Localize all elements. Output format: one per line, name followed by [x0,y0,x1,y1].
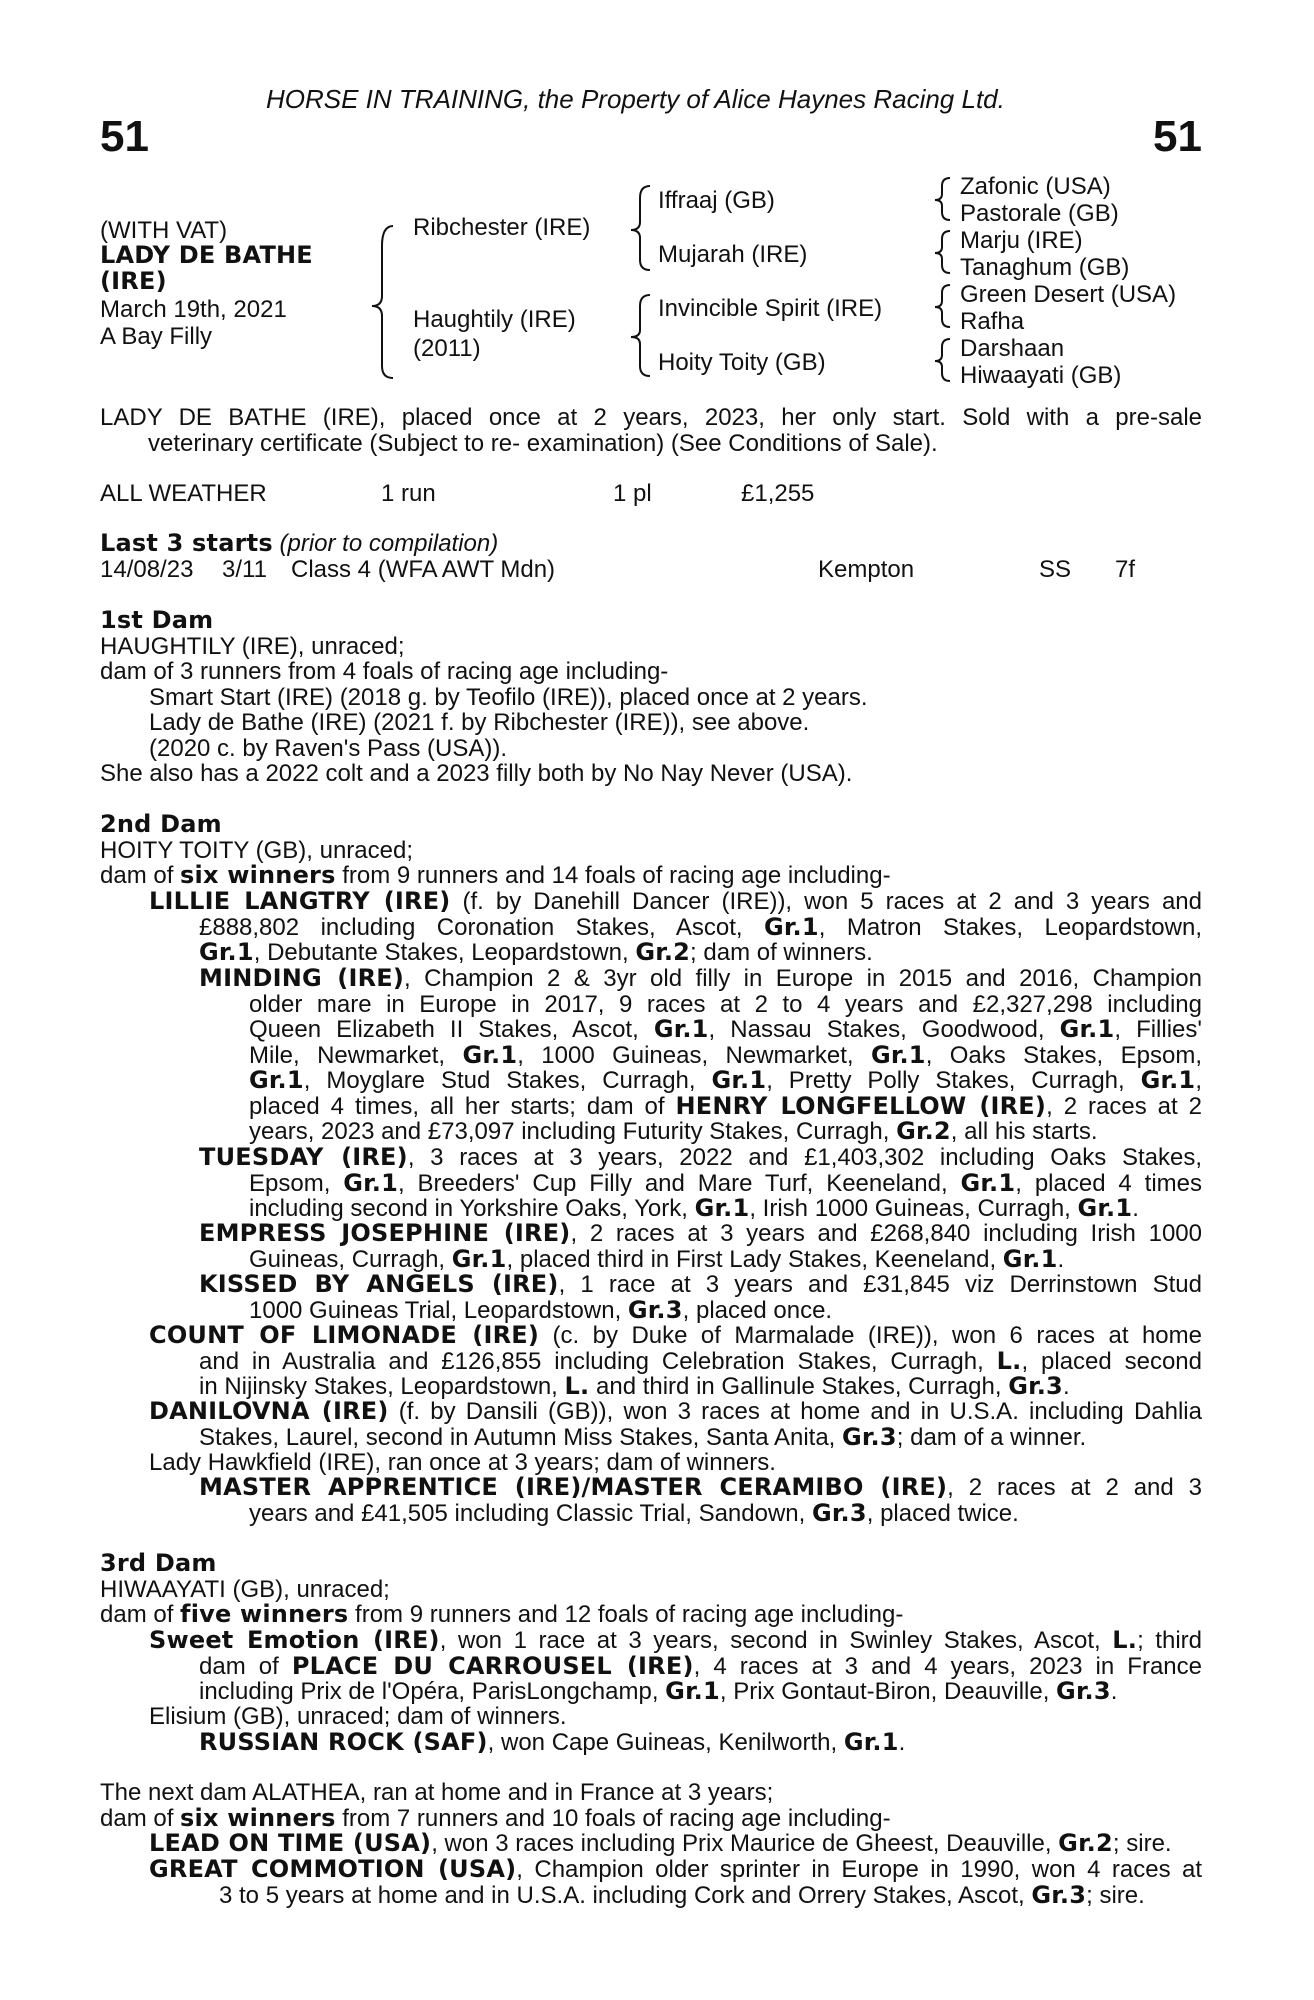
entry-master-apprentice [199,1475,1202,1526]
text: , Champion 2 & 3yr old filly in Europe in 2015 and 2016, Champion [404,965,1203,992]
grade: Gr.1 [462,1040,518,1069]
entry-line [149,1679,1202,1705]
text: , won Cape Guineas, Kenilworth, [487,1729,844,1756]
ancestor-6: Rafha [960,308,1025,335]
page-header: HORSE IN TRAINING, the Property of Alice Haynes Racing Ltd. [266,84,1005,114]
text: , placed once. [682,1296,833,1324]
first-dam-produce-2: Lady de Bathe (IRE) (2021 f. by Ribchester (IRE)), see above. [149,709,810,736]
text: , 4 races at 3 and 4 years, 2023 in France [693,1652,1202,1680]
start-position: 3/11 [222,556,267,583]
next-dam-line-1: The next dam ALATHEA, ran at home and in France at 3 years; [100,1779,774,1806]
entry-line: older mare in Europe in 2017, 9 races at 2 to 4 years and £2,327,298 including [249,990,1202,1018]
text: Mile, Newmarket, [249,1041,463,1069]
first-dam-line-2: dam of 3 runners from 4 foals of racing age including- [100,658,669,685]
horse-name: COUNT OF LIMONADE (IRE) [149,1321,540,1349]
grade: Gr.3 [1056,1677,1111,1705]
text: , won 1 race at 3 years, second in Swinley Stakes, Ascot, [439,1627,1113,1654]
grade: L. [564,1372,590,1400]
entry-kissed-by-angels [199,1272,1202,1323]
third-dam-heading: 3rd Dam [100,1549,217,1577]
horse-name: LADY DE BATHE [100,241,313,269]
summary-line-1: LADY DE BATHE (IRE), placed once at 2 years, 2023, her only start. Sold with a pre-sale [100,404,1202,431]
grade: Gr.1 [653,1015,709,1043]
text: dam of [100,862,181,889]
text: £888,802 including Coronation Stakes, Ascot, [199,913,764,941]
second-dam: Hoity Toity (GB) [658,349,826,376]
entry-line [149,1628,1202,1654]
entry-line [149,1374,1202,1400]
summary-line-2: veterinary certificate (Subject to re- examination) (See Conditions of Sale). [148,429,938,457]
text: from 9 runners and 14 foals of racing age including- [335,862,891,889]
text: , 1 race at 3 years and £31,845 viz Derrinstown Stud [558,1271,1202,1298]
entry-line [149,1422,1202,1451]
grade: Gr.1 [199,938,254,966]
text: , won 3 races including Prix Maurice de Gheest, Deauville, [431,1830,1059,1857]
start-race: Class 4 (WFA AWT Mdn) [291,556,556,583]
ancestor-2: Pastorale (GB) [960,200,1119,227]
text: ; sire. [1086,1881,1145,1909]
grade: Gr.1 [451,1244,507,1273]
first-dam-heading: 1st Dam [100,606,214,634]
entry-line [199,1272,1202,1298]
ancestor-7: Darshaan [960,335,1065,362]
grade: L. [996,1346,1022,1375]
entry-line [199,1196,1202,1222]
text: , Matron Stakes, Leopardstown, [818,913,1202,941]
entry-line [199,1145,1202,1171]
horse-name: KISSED BY ANGELS (IRE) [199,1270,559,1298]
entry-line [149,1857,1202,1883]
entry-line [149,940,1202,966]
grade: Gr.1 [665,1677,720,1705]
entry-line [149,1399,1202,1425]
text: 1000 Guineas Trial, Leopardstown, [249,1296,628,1324]
grade: Gr.1 [843,1728,899,1756]
entry-sweet-emotion [149,1628,1202,1705]
text: , all his starts. [950,1118,1098,1145]
entry-line [199,1091,1202,1120]
horse-description: A Bay Filly [100,323,213,350]
text: (f. by Danehill Dancer (IRE)), won 5 races at 2 and 3 years and [450,888,1203,915]
grade: Gr.3 [627,1295,683,1324]
record-earnings: £1,255 [741,480,815,507]
grade: Gr.1 [764,912,819,941]
text: , Nassau Stakes, Goodwood, [708,1016,1060,1043]
grade: Gr.1 [343,1168,398,1197]
grade: Gr.1 [1002,1244,1058,1273]
text: years, 2023 and £73,097 including Futurity Stakes, Curragh, [249,1118,897,1145]
record-surface: ALL WEATHER [100,480,267,507]
entry-line [199,1475,1202,1501]
entry-line [199,1040,1202,1069]
text: . [1062,1373,1070,1400]
entry-russian-rock [199,1730,905,1756]
text: ; third [1137,1627,1202,1654]
text: , [1195,1067,1202,1094]
entry-lillie-langtry [149,889,1202,966]
start-date: 14/08/23 [100,556,194,583]
text: , Pretty Polly Stakes, Curragh, [766,1067,1141,1094]
last-starts-note: (prior to compilation) [279,530,499,557]
record-runs: 1 run [381,480,436,507]
grade: Gr.2 [896,1117,951,1145]
text: . [1132,1195,1139,1222]
text: , Fillies' [1114,1016,1202,1043]
entry-empress-josephine [199,1221,1202,1272]
entry-line [199,1244,1202,1273]
first-dam-line-1: HAUGHTILY (IRE), unraced; [100,633,405,660]
entry-tuesday [199,1145,1202,1222]
horse-name: DANILOVNA (IRE) [149,1397,389,1425]
text: , 1000 Guineas, Newmarket, [517,1041,871,1069]
text: Guineas, Curragh, [249,1245,452,1273]
text: dam of [100,1601,181,1628]
grade: Gr.3 [1008,1372,1063,1400]
text: dam of [100,1805,181,1832]
text: from 7 runners and 10 foals of racing age including- [335,1805,891,1832]
text: , Oaks Stakes, Epsom, [925,1041,1202,1069]
start-distance: 7f [1115,556,1136,583]
entry-line [199,1168,1202,1197]
winners-count: six winners [180,1804,336,1832]
second-dam-line-2 [100,863,891,889]
record-placings: 1 pl [613,480,652,507]
sire-name: Ribchester (IRE) [413,214,591,241]
text: , placed 4 times [1015,1169,1202,1197]
next-dam-line-2 [100,1806,891,1832]
text: . [1110,1678,1118,1705]
lot-number-left: 51 [100,112,149,161]
vat-label: (WITH VAT) [100,217,228,244]
entry-lady-hawkfield: Lady Hawkfield (IRE), ran once at 3 years; dam of winners. [149,1449,776,1476]
first-dam-line-6: She also has a 2022 colt and a 2023 filly both by No Nay Never (USA). [100,760,853,787]
text: . [1057,1245,1065,1273]
text: , Irish 1000 Guineas, Curragh, [749,1195,1078,1222]
text: in Nijinsky Stakes, Leopardstown, [199,1373,565,1400]
text: and third in Gallinule Stakes, Curragh, [589,1373,1009,1400]
winners-count: six winners [180,861,336,889]
grade: Gr.3 [1031,1880,1087,1909]
horse-name: LEAD ON TIME (USA) [149,1829,432,1857]
ancestor-3: Marju (IRE) [960,227,1083,254]
text: Stakes, Laurel, second in Autumn Miss Stakes, Santa Anita, [199,1423,843,1451]
entry-great-commotion [149,1857,1202,1908]
horse-name: Sweet Emotion (IRE) [149,1626,440,1654]
horse-name: PLACE DU CARROUSEL (IRE) [291,1651,694,1680]
entry-lead-on-time [149,1831,1172,1857]
text: dam of [199,1652,292,1680]
entry-line [149,1651,1202,1680]
text: including second in Yorkshire Oaks, York, [249,1195,695,1222]
text: , placed third in First Lady Stakes, Keeneland, [506,1245,1003,1273]
entry-line [199,966,1202,992]
horse-name: HENRY LONGFELLOW (IRE) [675,1091,1047,1120]
horse-name: MASTER APPRENTICE (IRE)/MASTER CERAMIBO (IRE) [199,1473,948,1501]
third-dam-line-1: HIWAAYATI (GB), unraced; [100,1576,390,1603]
text: , 2 races at 3 years and £268,840 including Irish 1000 [570,1220,1202,1247]
grade: Gr.1 [1059,1015,1115,1043]
grade: Gr.2 [635,938,691,966]
text: , Breeders' Cup Filly and Mare Turf, Keeneland, [397,1169,961,1197]
text: from 9 runners and 12 foals of racing age including- [348,1601,904,1628]
start-course: Kempton [818,556,915,583]
text: , 3 races at 3 years, 2022 and £1,403,302 including Oaks Stakes, [407,1144,1202,1171]
text: ; sire. [1112,1830,1172,1857]
text: , placed twice. [866,1499,1019,1527]
dam-sire: Invincible Spirit (IRE) [658,295,883,322]
entry-line [199,1498,1202,1527]
dam-name: Haughtily (IRE) [413,306,576,333]
grade: Gr.2 [1058,1829,1113,1857]
ancestor-8: Hiwaayati (GB) [960,362,1122,389]
start-going: SS [1039,556,1072,583]
grade: L. [1112,1626,1138,1654]
grade: Gr.1 [960,1168,1016,1197]
foaling-date: March 19th, 2021 [100,296,287,323]
entry-line [149,889,1202,915]
text: 3 to 5 years at home and in U.S.A. including Cork and Orrery Stakes, Ascot, [219,1881,1032,1909]
text: (f. by Dansili (GB)), won 3 races at home and in U.S.A. including Dahlia [388,1398,1202,1425]
text: Queen Elizabeth II Stakes, Ascot, [249,1016,654,1043]
dam-year: (2011) [413,335,481,362]
ancestor-4: Tanaghum (GB) [960,254,1130,281]
text: including Prix de l'Opéra, ParisLongchamp, [199,1678,666,1705]
entry-line [149,1880,1202,1909]
horse-name: MINDING (IRE) [199,964,405,992]
entry-line [199,1068,1202,1094]
text: . [898,1729,906,1756]
grandsire: Iffraaj (GB) [658,187,775,214]
text: (c. by Duke of Marmalade (IRE)), won 6 races at home [539,1322,1202,1349]
ancestor-5: Green Desert (USA) [960,281,1177,308]
text: Epsom, [249,1169,344,1197]
grade: Gr.1 [870,1040,926,1069]
horse-name: TUESDAY (IRE) [199,1143,408,1171]
last-starts-title: Last 3 starts [100,529,273,557]
text: years and £41,505 including Classic Trial, Sandown, [249,1499,812,1527]
grade: Gr.3 [842,1422,897,1451]
entry-line [199,1017,1202,1043]
text: ; dam of winners. [690,939,873,966]
first-dam-produce-1: Smart Start (IRE) (2018 g. by Teofilo (IRE)), placed once at 2 years. [149,684,868,711]
text: , Prix Gontaut-Biron, Deauville, [719,1678,1057,1705]
horse-name: EMPRESS JOSEPHINE (IRE) [199,1219,571,1247]
last-starts-heading [100,531,498,557]
text: placed 4 times, all her starts; dam of [249,1092,676,1120]
winners-count: five winners [180,1600,349,1628]
text: , Champion older sprinter in Europe in 1990, won 4 races at [516,1856,1203,1883]
ancestor-1: Zafonic (USA) [960,173,1111,200]
entry-line [149,1323,1202,1349]
grade: Gr.1 [249,1066,304,1094]
grade: Gr.1 [711,1066,767,1094]
horse-name: RUSSIAN ROCK (SAF) [199,1728,488,1756]
text: , Debutante Stakes, Leopardstown, [253,939,636,966]
lot-number-right: 51 [1153,112,1202,161]
grade: Gr.1 [694,1194,750,1222]
entry-count-of-limonade [149,1323,1202,1400]
horse-name: GREAT COMMOTION (USA) [149,1855,517,1883]
entry-elisium: Elisium (GB), unraced; dam of winners. [149,1703,567,1730]
text: , 2 races at 2 and 3 [947,1474,1202,1501]
grade: Gr.1 [1077,1194,1133,1222]
grade: Gr.3 [812,1498,867,1527]
horse-name: LILLIE LANGTRY (IRE) [149,887,451,915]
text: ; dam of a winner. [896,1423,1087,1451]
grade: Gr.1 [1140,1066,1196,1094]
entry-danilovna [149,1399,1202,1450]
horse-summary [100,405,1202,456]
first-dam-produce-3: (2020 c. by Raven's Pass (USA)). [149,735,508,762]
entry-minding [199,966,1202,1145]
text: and in Australia and £126,855 including Celebration Stakes, Curragh, [199,1347,997,1375]
text: , placed second [1021,1347,1202,1375]
horse-name-country: (IRE) [100,267,167,295]
entry-line [199,1295,1202,1324]
grand-dam-sire-side: Mujarah (IRE) [658,241,808,268]
entry-line [149,1346,1202,1375]
entry-line [149,912,1202,941]
entry-line [199,1119,1202,1145]
text: , Moyglare Stud Stakes, Curragh, [303,1067,712,1094]
second-dam-heading: 2nd Dam [100,810,222,838]
third-dam-line-2 [100,1602,903,1628]
text: , 2 races at 2 [1046,1092,1202,1120]
second-dam-line-1: HOITY TOITY (GB), unraced; [100,837,413,864]
entry-line [199,1221,1202,1247]
